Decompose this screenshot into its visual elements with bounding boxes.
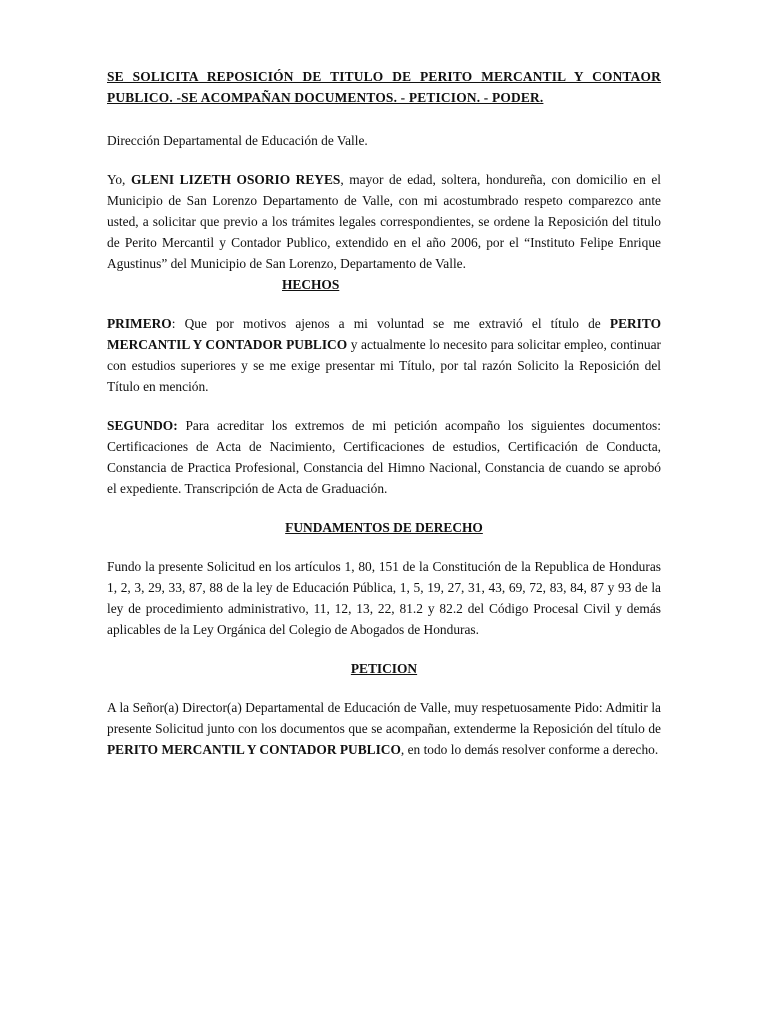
spacer <box>107 679 661 697</box>
hechos-heading: HECHOS <box>282 277 340 292</box>
intro-prefix: Yo, <box>107 172 131 187</box>
addressee-line: Dirección Departamental de Educación de Valle. <box>107 133 368 148</box>
intro-paragraph <box>107 169 661 274</box>
peticion-part1: A la Señor(a) Director(a) Departamental de Educación de Valle, muy respetuosamente Pido: Admitir la presente Solicitud junto con los documentos que se acompañan, extenderme la Reposición del título de <box>107 700 661 736</box>
spacer <box>107 397 661 415</box>
spacer <box>107 151 661 169</box>
fundamentos-heading: FUNDAMENTOS DE DERECHO <box>285 520 483 535</box>
segundo-label: SEGUNDO: <box>107 418 178 433</box>
document-title: SE SOLICITA REPOSICIÓN DE TITULO DE PERITO MERCANTIL Y CONTAOR PUBLICO. -SE ACOMPAÑAN DOCUMENTOS. - PETICION. - PODER. <box>107 69 661 105</box>
primero-part2: y actualmente lo necesito para solicitar empleo, continuar con estudios superiores y se me exige presentar mi Título, por tal razón Solicito la Reposición del Título en mención. <box>107 337 661 394</box>
document-page <box>107 66 661 760</box>
spacer <box>107 499 661 517</box>
primero-bold: PERITO MERCANTIL Y CONTADOR PUBLICO <box>107 316 661 352</box>
primero-paragraph <box>107 313 661 397</box>
segundo-paragraph <box>107 415 661 499</box>
peticion-bold: PERITO MERCANTIL Y CONTADOR PUBLICO <box>107 742 401 757</box>
peticion-paragraph <box>107 697 661 760</box>
applicant-name: GLENI LIZETH OSORIO REYES <box>130 172 341 187</box>
primero-part1: : Que por motivos ajenos a mi voluntad se me extravió el título de <box>171 316 610 331</box>
segundo-body: Para acreditar los extremos de mi petición acompaño los siguientes documentos: Certificaciones de Acta de Nacimiento, Certificaciones de estudios, Certificación de Conducta, Constancia de Practica Profesional, Constancia del Himno Nacional, Constancia de cuando se aprobó el expediente. Transcripción de Acta de Graduación. <box>107 418 661 496</box>
peticion-part2: , en todo lo demás resolver conforme a derecho. <box>400 742 659 757</box>
fundamentos-paragraph: Fundo la presente Solicitud en los artículos 1, 80, 151 de la Constitución de la Republica de Honduras 1, 2, 3, 29, 33, 87, 88 de la ley de Educación Pública, 1, 5, 19, 27, 31, 43, 69, 72, 83, 84, 87 y 93 de la ley de procedimiento administrativo, 11, 12, 13, 22, 81.2 y 82.2 del Código Procesal Civil y demás aplicables de la Ley Orgánica del Colegio de Abogados de Honduras. <box>107 559 661 637</box>
peticion-heading: PETICION <box>350 661 418 676</box>
primero-label: PRIMERO <box>107 316 172 331</box>
spacer <box>107 295 661 313</box>
spacer <box>107 538 661 556</box>
spacer <box>107 108 661 130</box>
intro-body: , mayor de edad, soltera, hondureña, con domicilio en el Municipio de San Lorenzo Departamento de Valle, con mi acostumbrado respeto comparezco ante usted, a solicitar que previo a los trámites legales correspondientes, se ordene la Reposición del titulo de Perito Mercantil y Contador Publico, extendido en el año 2006, por el “Instituto Felipe Enrique Agustinus” del Municipio de San Lorenzo, Departamento de Valle. <box>107 172 661 271</box>
spacer <box>107 640 661 658</box>
